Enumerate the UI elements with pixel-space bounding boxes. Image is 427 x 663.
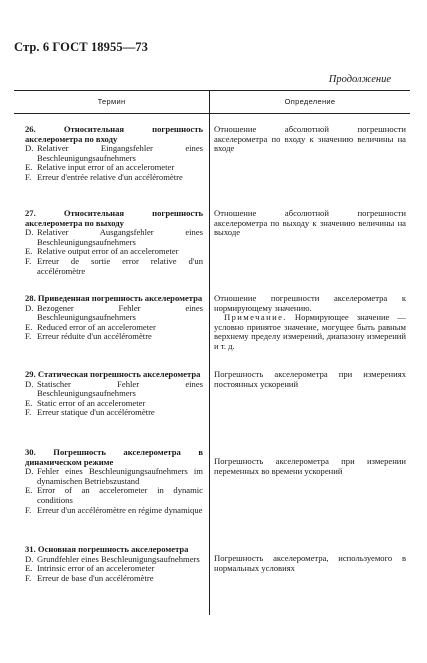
table-head-rule bbox=[14, 113, 410, 114]
translation-text: Erreur d'entrée relative d'un accéléromètre bbox=[37, 171, 183, 182]
lang-code: F. bbox=[25, 255, 32, 266]
term-entry-27 bbox=[25, 209, 203, 276]
translation-de bbox=[25, 228, 203, 247]
continuation-label: Продолжение bbox=[328, 74, 391, 85]
translation-fr bbox=[25, 257, 203, 276]
definition-29 bbox=[214, 370, 406, 389]
lang-code: D. bbox=[25, 227, 34, 238]
translation-fr bbox=[25, 506, 203, 516]
term-title: 27. Относительная погрешность акселерометра по выходу bbox=[25, 208, 203, 228]
translation-text: Erreur d'un accéléromètre en régime dynamique bbox=[37, 504, 203, 515]
term-entry-30 bbox=[25, 448, 203, 515]
translation-de bbox=[25, 380, 203, 399]
translation-text: Bezogener Fehler eines Beschleunigungsaufnehmers bbox=[37, 302, 203, 323]
translation-text: Intrinsic error of an accelerometer bbox=[37, 563, 155, 574]
lang-code: F. bbox=[25, 504, 32, 515]
note-label: Примечание. bbox=[224, 312, 287, 323]
definition-27 bbox=[214, 209, 406, 238]
note-text: Нормирующее значение — условно принятое значение, могущее быть равным верхнему пределу измерений, диапазону измерений и т. д. bbox=[214, 312, 406, 351]
lang-code: D. bbox=[25, 302, 34, 313]
lang-code: E. bbox=[25, 397, 33, 408]
translation-text: Relative output error of an accelerometer bbox=[37, 246, 179, 257]
lang-code: E. bbox=[25, 321, 33, 332]
definition-text: Отношение абсолютной погрешности акселерометра по входу к значению величины на входе bbox=[214, 124, 406, 154]
lang-code: F. bbox=[25, 331, 32, 342]
term-title: 29. Статическая погрешность акселерометра bbox=[25, 369, 201, 379]
term-entry-26 bbox=[25, 125, 203, 183]
lang-code: D. bbox=[25, 553, 34, 564]
translation-text: Relativer Ausgangsfehler eines Beschleunigungsaufnehmers bbox=[37, 227, 203, 247]
translation-text: Erreur de base d'un accéléromètre bbox=[37, 572, 154, 583]
header-definition: Определение bbox=[284, 97, 336, 106]
translation-fr bbox=[25, 574, 203, 584]
term-title: 31. Основная погрешность акселерометра bbox=[25, 544, 189, 554]
translation-en bbox=[25, 486, 203, 505]
definition-text: Отношение погрешности акселерометра к нормирующему значению. bbox=[214, 293, 406, 313]
definition-30 bbox=[214, 457, 406, 476]
definition-26 bbox=[214, 125, 406, 154]
translation-fr bbox=[25, 173, 203, 183]
translation-text: Erreur statique d'un accéléromètre bbox=[37, 407, 155, 418]
lang-code: D. bbox=[25, 466, 34, 477]
translation-text: Relative input error of an accelerometer bbox=[37, 162, 175, 173]
header-term: Термин bbox=[97, 97, 126, 106]
term-entry-29 bbox=[25, 370, 203, 418]
translation-text: Error of an accelerometer in dynamic conditions bbox=[37, 485, 203, 505]
lang-code: E. bbox=[25, 563, 33, 574]
definition-note bbox=[214, 313, 406, 351]
translation-de bbox=[25, 144, 203, 163]
translation-de bbox=[25, 304, 203, 323]
translation-text: Fehler eines Beschleunigungsaufnehmers im dynamischen Betriebszustand bbox=[37, 466, 203, 486]
translation-fr bbox=[25, 332, 203, 342]
translation-de bbox=[25, 467, 203, 486]
translation-text: Erreur de sortie error relative d'un accéléromètre bbox=[37, 255, 203, 276]
translation-fr bbox=[25, 408, 203, 418]
term-entry-28 bbox=[25, 294, 203, 342]
term-title: 30. Погрешность акселерометра в динамическом режиме bbox=[25, 447, 203, 467]
term-entry-31 bbox=[25, 545, 203, 583]
lang-code: D. bbox=[25, 378, 34, 389]
definition-text: Погрешность акселерометра при измерениях постоянных ускорений bbox=[214, 369, 406, 389]
translation-text: Relativer Eingangsfehler eines Beschleunigungsaufnehmers bbox=[37, 143, 203, 163]
term-title: 26. Относительная погрешность акселерометра по входу bbox=[25, 124, 203, 144]
lang-code: E. bbox=[25, 162, 33, 173]
lang-code: D. bbox=[25, 143, 34, 154]
translation-text: Static error of an accelerometer bbox=[37, 397, 146, 408]
translation-text: Erreur réduite d'un accéléromètre bbox=[37, 331, 152, 342]
lang-code: E. bbox=[25, 246, 33, 257]
table-top-rule bbox=[14, 90, 410, 91]
lang-code: E. bbox=[25, 485, 33, 496]
definition-text: Погрешность акселерометра, используемого в нормальных условиях bbox=[214, 553, 406, 573]
translation-text: Grundfehler eines Beschleunigungsaufnehmers bbox=[37, 553, 200, 564]
translation-text: Statischer Fehler eines Beschleunigungsaufnehmers bbox=[37, 378, 203, 399]
definition-text: Погрешность акселерометра при измерении переменных во времени ускорений bbox=[214, 456, 406, 476]
column-divider bbox=[209, 90, 210, 615]
lang-code: F. bbox=[25, 171, 32, 182]
definition-31 bbox=[214, 554, 406, 573]
definition-text: Отношение абсолютной погрешности акселерометра по выходу к значению величины на выходе bbox=[214, 208, 406, 238]
definition-28 bbox=[214, 294, 406, 352]
translation-text: Reduced error of an accelerometer bbox=[37, 321, 156, 332]
page-header: Стр. 6 ГОСТ 18955—73 bbox=[14, 40, 148, 54]
term-title: 28. Приведенная погрешность акселерометра bbox=[25, 293, 203, 303]
lang-code: F. bbox=[25, 407, 32, 418]
lang-code: F. bbox=[25, 572, 32, 583]
